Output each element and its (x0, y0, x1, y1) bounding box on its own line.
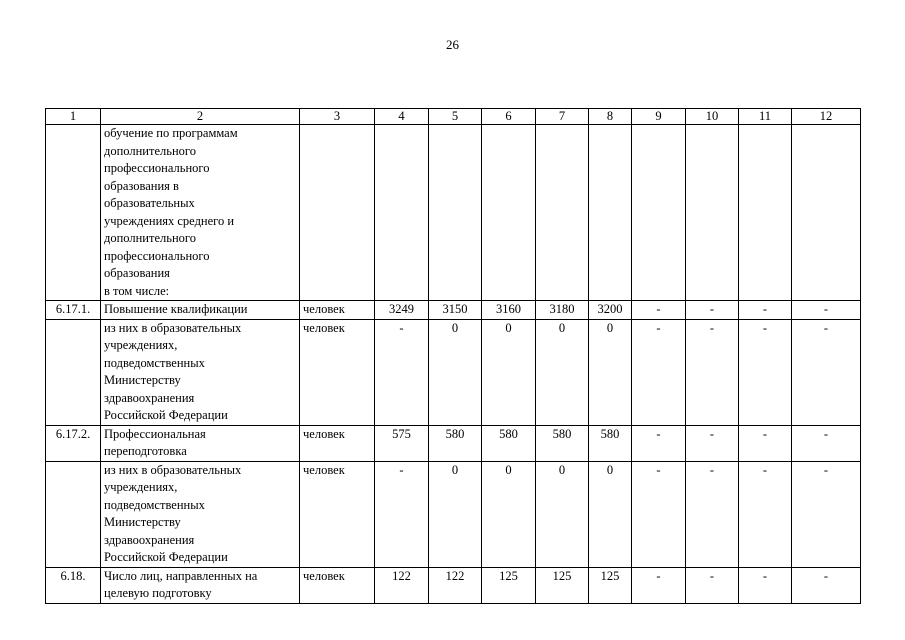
indicator-name-cell (101, 567, 300, 603)
value-cell: 122 (375, 567, 429, 603)
indicator-name-line: Российской Федерации (104, 408, 228, 422)
indicator-name-line: Российской Федерации (104, 550, 228, 564)
value-cell: 0 (429, 461, 482, 567)
unit-cell: человек (300, 567, 375, 603)
value-cell: - (792, 319, 861, 425)
indicator-name-line: учреждениях среднего и (104, 213, 235, 228)
indicator-name-line: Повышение квалификации (104, 302, 248, 316)
value-cell (792, 125, 861, 301)
indicator-name-line: здравоохранения (104, 390, 195, 405)
value-cell: - (686, 425, 739, 461)
value-cell: - (686, 567, 739, 603)
value-cell: - (739, 319, 792, 425)
column-header: 12 (792, 109, 861, 125)
column-header: 11 (739, 109, 792, 125)
value-cell: - (739, 425, 792, 461)
value-cell: 0 (589, 319, 632, 425)
indicator-name-cell (101, 461, 300, 567)
value-cell: 3200 (589, 301, 632, 320)
indicator-name-line: дополнительного (104, 143, 196, 158)
value-cell: 3160 (482, 301, 536, 320)
table-row (46, 301, 861, 320)
value-cell (739, 125, 792, 301)
column-header: 2 (101, 109, 300, 125)
indicator-name-line: образования (104, 266, 170, 280)
indicator-name-line: в том числе: (104, 283, 170, 298)
column-header: 1 (46, 109, 101, 125)
row-number-cell (46, 319, 101, 425)
value-cell: 0 (536, 319, 589, 425)
indicator-name-line: здравоохранения (104, 532, 195, 547)
value-cell: - (792, 425, 861, 461)
value-cell: - (632, 461, 686, 567)
column-header: 7 (536, 109, 589, 125)
indicator-name-line: Профессиональная (104, 426, 206, 441)
indicator-name-line: обучение по программам (104, 126, 238, 140)
column-header: 8 (589, 109, 632, 125)
value-cell (429, 125, 482, 301)
value-cell: - (686, 301, 739, 320)
row-number-cell: 6.18. (46, 567, 101, 603)
value-cell: 125 (536, 567, 589, 603)
indicator-name-line: переподготовка (104, 444, 187, 458)
value-cell: 122 (429, 567, 482, 603)
value-cell: - (632, 319, 686, 425)
value-cell: 125 (589, 567, 632, 603)
value-cell: 0 (536, 461, 589, 567)
unit-cell: человек (300, 301, 375, 320)
value-cell: - (792, 461, 861, 567)
row-number-cell (46, 461, 101, 567)
indicator-name-line: целевую подготовку (104, 586, 212, 600)
indicator-name-line: профессионального (104, 248, 210, 263)
value-cell: - (739, 301, 792, 320)
indicator-name-line: Министерству (104, 515, 181, 529)
value-cell (482, 125, 536, 301)
indicator-name-line: образовательных (104, 196, 195, 210)
table-header-row (46, 109, 861, 125)
indicator-name-cell (101, 125, 300, 301)
table-row (46, 567, 861, 603)
value-cell: - (792, 301, 861, 320)
value-cell (632, 125, 686, 301)
value-cell (536, 125, 589, 301)
indicator-name-line: из них в образовательных (104, 462, 242, 477)
table-body (46, 125, 861, 604)
value-cell: 3180 (536, 301, 589, 320)
value-cell: - (739, 567, 792, 603)
indicator-name-line: из них в образовательных (104, 320, 242, 335)
value-cell: 580 (482, 425, 536, 461)
value-cell: 580 (589, 425, 632, 461)
unit-cell (300, 125, 375, 301)
indicator-name-cell (101, 319, 300, 425)
page-number: 26 (446, 37, 459, 52)
value-cell: 0 (482, 319, 536, 425)
value-cell: 580 (536, 425, 589, 461)
row-number-cell: 6.17.1. (46, 301, 101, 320)
table-row (46, 125, 861, 301)
value-cell: - (632, 301, 686, 320)
value-cell: 3249 (375, 301, 429, 320)
value-cell: - (686, 461, 739, 567)
column-header: 5 (429, 109, 482, 125)
indicator-name-line: профессионального (104, 161, 210, 175)
column-header: 9 (632, 109, 686, 125)
indicator-name-line: подведомственных (104, 355, 205, 370)
value-cell: - (632, 425, 686, 461)
value-cell: 0 (482, 461, 536, 567)
indicator-name-line: Число лиц, направленных на (104, 568, 258, 583)
value-cell: - (375, 461, 429, 567)
column-header: 4 (375, 109, 429, 125)
value-cell: - (792, 567, 861, 603)
indicator-name-line: подведомственных (104, 497, 205, 512)
value-cell: 0 (429, 319, 482, 425)
indicator-name-line: образования в (104, 178, 179, 193)
value-cell: 3150 (429, 301, 482, 320)
unit-cell: человек (300, 425, 375, 461)
value-cell (686, 125, 739, 301)
column-header: 10 (686, 109, 739, 125)
table-row (46, 425, 861, 461)
row-number-cell: 6.17.2. (46, 425, 101, 461)
indicator-name-line: дополнительного (104, 231, 196, 245)
table-row (46, 461, 861, 567)
value-cell: - (686, 319, 739, 425)
unit-cell: человек (300, 461, 375, 567)
value-cell: 125 (482, 567, 536, 603)
value-cell: - (375, 319, 429, 425)
value-cell: - (739, 461, 792, 567)
data-table (45, 108, 861, 604)
indicator-name-line: учреждениях, (104, 338, 178, 352)
value-cell: 580 (429, 425, 482, 461)
table-row (46, 319, 861, 425)
indicator-name-cell (101, 425, 300, 461)
unit-cell: человек (300, 319, 375, 425)
value-cell: 0 (589, 461, 632, 567)
value-cell: - (632, 567, 686, 603)
row-number-cell (46, 125, 101, 301)
indicator-name-line: Министерству (104, 373, 181, 387)
value-cell: 575 (375, 425, 429, 461)
column-header: 6 (482, 109, 536, 125)
indicator-name-line: учреждениях, (104, 480, 178, 494)
value-cell (589, 125, 632, 301)
indicator-name-cell (101, 301, 300, 320)
value-cell (375, 125, 429, 301)
column-header: 3 (300, 109, 375, 125)
